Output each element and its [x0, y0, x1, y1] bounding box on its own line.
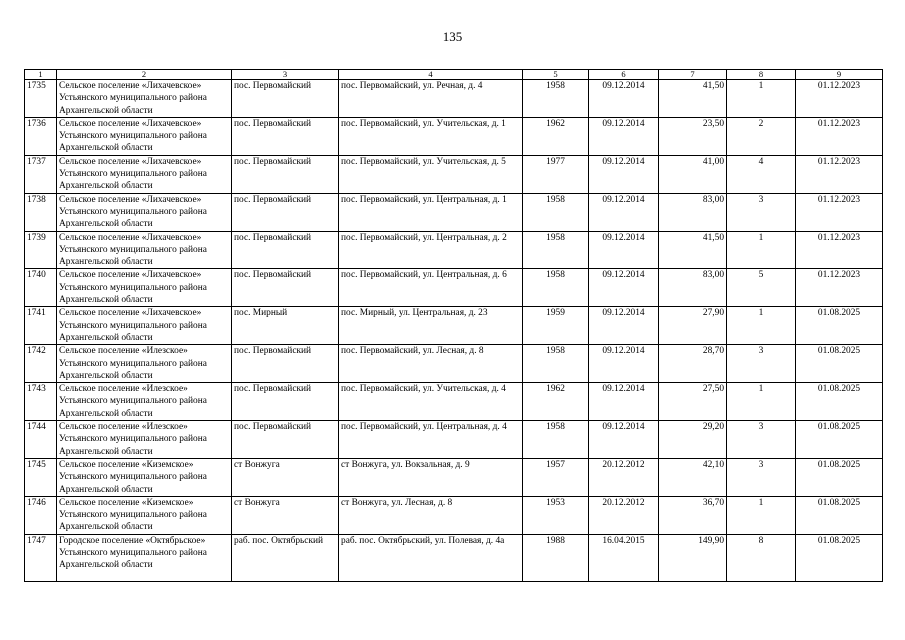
record-number-cell: 1747 — [25, 534, 57, 581]
record-number-cell: 1743 — [25, 383, 57, 421]
resettlement-deadline-cell: 01.08.2025 — [796, 458, 883, 496]
area-cell: 23,50 — [659, 117, 727, 155]
owner-cell: Сельское поселение «Лихачевское» Устьянского муниципального района Архангельской области — [57, 307, 232, 345]
recognition-date-cell: 09.12.2014 — [589, 117, 659, 155]
area-cell: 36,70 — [659, 496, 727, 534]
recognition-date-cell: 09.12.2014 — [589, 307, 659, 345]
year-built-cell: 1988 — [523, 534, 589, 581]
header-row — [25, 70, 883, 80]
residents-count-cell: 1 — [727, 80, 796, 118]
owner-cell: Сельское поселение «Киземское» Устьянского муниципального района Архангельской области — [57, 496, 232, 534]
address-cell: пос. Первомайский, ул. Учительская, д. 5 — [339, 155, 523, 193]
settlement-cell: пос. Первомайский — [232, 117, 339, 155]
column-header-7: 7 — [659, 70, 727, 80]
resettlement-deadline-cell: 01.08.2025 — [796, 534, 883, 581]
resettlement-deadline-cell: 01.08.2025 — [796, 307, 883, 345]
table-row — [25, 496, 883, 534]
settlement-cell: ст Вонжуга — [232, 458, 339, 496]
resettlement-deadline-cell: 01.08.2025 — [796, 496, 883, 534]
owner-cell: Сельское поселение «Лихачевское» Устьянского муниципального района Архангельской области — [57, 193, 232, 231]
record-number-cell: 1746 — [25, 496, 57, 534]
recognition-date-cell: 09.12.2014 — [589, 80, 659, 118]
table-row — [25, 80, 883, 118]
recognition-date-cell: 09.12.2014 — [589, 231, 659, 269]
column-header-8: 8 — [727, 70, 796, 80]
area-cell: 83,00 — [659, 193, 727, 231]
record-number-cell: 1737 — [25, 155, 57, 193]
address-cell: пос. Первомайский, ул. Центральная, д. 1 — [339, 193, 523, 231]
recognition-date-cell: 09.12.2014 — [589, 269, 659, 307]
table-row — [25, 534, 883, 581]
table-header — [25, 70, 883, 80]
resettlement-deadline-cell: 01.08.2025 — [796, 345, 883, 383]
area-cell: 27,90 — [659, 307, 727, 345]
year-built-cell: 1958 — [523, 193, 589, 231]
owner-cell: Сельское поселение «Лихачевское» Устьянского муниципального района Архангельской области — [57, 231, 232, 269]
settlement-cell: пос. Первомайский — [232, 383, 339, 421]
table-row — [25, 307, 883, 345]
owner-cell: Сельское поселение «Киземское» Устьянского муниципального района Архангельской области — [57, 458, 232, 496]
year-built-cell: 1958 — [523, 80, 589, 118]
settlement-cell: пос. Мирный — [232, 307, 339, 345]
recognition-date-cell: 09.12.2014 — [589, 193, 659, 231]
year-built-cell: 1977 — [523, 155, 589, 193]
table-row — [25, 345, 883, 383]
owner-cell: Сельское поселение «Илезское» Устьянского муниципального района Архангельской области — [57, 421, 232, 459]
area-cell: 27,50 — [659, 383, 727, 421]
owner-cell: Сельское поселение «Лихачевское» Устьянского муниципального района Архангельской области — [57, 117, 232, 155]
address-cell: пос. Первомайский, ул. Центральная, д. 4 — [339, 421, 523, 459]
settlement-cell: пос. Первомайский — [232, 231, 339, 269]
residents-count-cell: 3 — [727, 421, 796, 459]
year-built-cell: 1958 — [523, 421, 589, 459]
column-header-4: 4 — [339, 70, 523, 80]
table-row — [25, 117, 883, 155]
resettlement-deadline-cell: 01.08.2025 — [796, 383, 883, 421]
record-number-cell: 1742 — [25, 345, 57, 383]
settlement-cell: пос. Первомайский — [232, 421, 339, 459]
column-header-2: 2 — [57, 70, 232, 80]
page-number: 135 — [442, 29, 463, 44]
resettlement-deadline-cell: 01.12.2023 — [796, 193, 883, 231]
record-number-cell: 1740 — [25, 269, 57, 307]
area-cell: 149,90 — [659, 534, 727, 581]
residents-count-cell: 3 — [727, 345, 796, 383]
record-number-cell: 1739 — [25, 231, 57, 269]
column-header-9: 9 — [796, 70, 883, 80]
table-row — [25, 269, 883, 307]
address-cell: ст Вонжуга, ул. Лесная, д. 8 — [339, 496, 523, 534]
settlement-cell: пос. Первомайский — [232, 269, 339, 307]
area-cell: 28,70 — [659, 345, 727, 383]
recognition-date-cell: 16.04.2015 — [589, 534, 659, 581]
owner-cell: Сельское поселение «Лихачевское» Устьянского муниципального района Архангельской области — [57, 80, 232, 118]
residents-count-cell: 8 — [727, 534, 796, 581]
area-cell: 83,00 — [659, 269, 727, 307]
record-number-cell: 1744 — [25, 421, 57, 459]
owner-cell: Сельское поселение «Лихачевское» Устьянского муниципального района Архангельской области — [57, 155, 232, 193]
column-header-6: 6 — [589, 70, 659, 80]
residents-count-cell: 1 — [727, 231, 796, 269]
year-built-cell: 1958 — [523, 269, 589, 307]
column-header-3: 3 — [232, 70, 339, 80]
recognition-date-cell: 09.12.2014 — [589, 155, 659, 193]
owner-cell: Сельское поселение «Илезское» Устьянского муниципального района Архангельской области — [57, 345, 232, 383]
record-number-cell: 1745 — [25, 458, 57, 496]
address-cell: пос. Первомайский, ул. Центральная, д. 6 — [339, 269, 523, 307]
address-cell: пос. Первомайский, ул. Учительская, д. 1 — [339, 117, 523, 155]
area-cell: 42,10 — [659, 458, 727, 496]
record-number-cell: 1741 — [25, 307, 57, 345]
area-cell: 29,20 — [659, 421, 727, 459]
settlement-cell: раб. пос. Октябрьский — [232, 534, 339, 581]
record-number-cell: 1736 — [25, 117, 57, 155]
residents-count-cell: 4 — [727, 155, 796, 193]
column-header-1: 1 — [25, 70, 57, 80]
address-cell: пос. Первомайский, ул. Речная, д. 4 — [339, 80, 523, 118]
recognition-date-cell: 09.12.2014 — [589, 383, 659, 421]
year-built-cell: 1958 — [523, 231, 589, 269]
recognition-date-cell: 09.12.2014 — [589, 345, 659, 383]
column-header-5: 5 — [523, 70, 589, 80]
residents-count-cell: 3 — [727, 193, 796, 231]
resettlement-deadline-cell: 01.12.2023 — [796, 117, 883, 155]
table-body — [25, 80, 883, 582]
settlement-cell: ст Вонжуга — [232, 496, 339, 534]
residents-count-cell: 2 — [727, 117, 796, 155]
year-built-cell: 1957 — [523, 458, 589, 496]
table-row — [25, 155, 883, 193]
table-row — [25, 458, 883, 496]
record-number-cell: 1738 — [25, 193, 57, 231]
settlement-cell: пос. Первомайский — [232, 345, 339, 383]
table-row — [25, 383, 883, 421]
table-row — [25, 231, 883, 269]
address-cell: пос. Первомайский, ул. Центральная, д. 2 — [339, 231, 523, 269]
resettlement-deadline-cell: 01.12.2023 — [796, 231, 883, 269]
settlement-cell: пос. Первомайский — [232, 155, 339, 193]
table-row — [25, 421, 883, 459]
residents-count-cell: 1 — [727, 307, 796, 345]
owner-cell: Сельское поселение «Илезское» Устьянского муниципального района Архангельской области — [57, 383, 232, 421]
owner-cell: Городское поселение «Октябрьское» Устьянского муниципального района Архангельской области — [57, 534, 232, 581]
year-built-cell: 1953 — [523, 496, 589, 534]
housing-registry-table — [24, 69, 883, 582]
resettlement-deadline-cell: 01.12.2023 — [796, 155, 883, 193]
resettlement-deadline-cell: 01.08.2025 — [796, 421, 883, 459]
recognition-date-cell: 20.12.2012 — [589, 496, 659, 534]
year-built-cell: 1962 — [523, 383, 589, 421]
residents-count-cell: 3 — [727, 458, 796, 496]
owner-cell: Сельское поселение «Лихачевское» Устьянского муниципального района Архангельской области — [57, 269, 232, 307]
recognition-date-cell: 09.12.2014 — [589, 421, 659, 459]
address-cell: пос. Первомайский, ул. Лесная, д. 8 — [339, 345, 523, 383]
year-built-cell: 1962 — [523, 117, 589, 155]
year-built-cell: 1959 — [523, 307, 589, 345]
residents-count-cell: 5 — [727, 269, 796, 307]
year-built-cell: 1958 — [523, 345, 589, 383]
area-cell: 41,00 — [659, 155, 727, 193]
resettlement-deadline-cell: 01.12.2023 — [796, 80, 883, 118]
address-cell: раб. пос. Октябрьский, ул. Полевая, д. 4а — [339, 534, 523, 581]
record-number-cell: 1735 — [25, 80, 57, 118]
table-row — [25, 193, 883, 231]
settlement-cell: пос. Первомайский — [232, 193, 339, 231]
settlement-cell: пос. Первомайский — [232, 80, 339, 118]
area-cell: 41,50 — [659, 231, 727, 269]
address-cell: пос. Первомайский, ул. Учительская, д. 4 — [339, 383, 523, 421]
recognition-date-cell: 20.12.2012 — [589, 458, 659, 496]
resettlement-deadline-cell: 01.12.2023 — [796, 269, 883, 307]
area-cell: 41,50 — [659, 80, 727, 118]
address-cell: пос. Мирный, ул. Центральная, д. 23 — [339, 307, 523, 345]
residents-count-cell: 1 — [727, 383, 796, 421]
residents-count-cell: 1 — [727, 496, 796, 534]
address-cell: ст Вонжуга, ул. Вокзальная, д. 9 — [339, 458, 523, 496]
